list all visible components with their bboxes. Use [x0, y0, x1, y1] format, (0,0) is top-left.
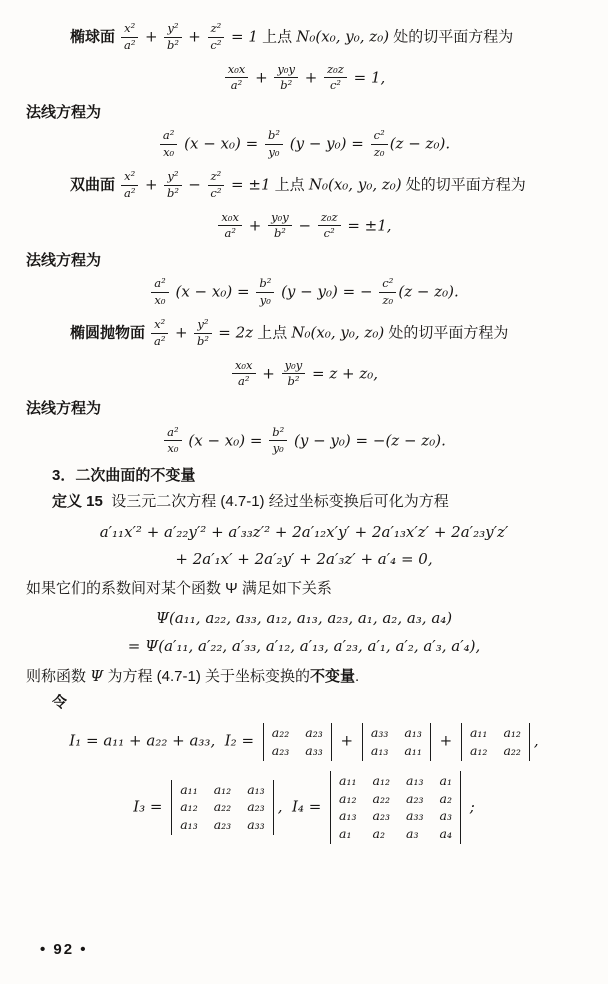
chinese-text: 设三元二次方程 (4.7-1) 经过坐标变换后可化为方程 — [111, 493, 449, 511]
fraction: $\frac{\text{y²}}{\text{b²}}$ — [164, 22, 181, 53]
math-text: N₀(x₀, y₀, z₀) — [291, 323, 385, 342]
math-text: + — [170, 323, 193, 342]
determinant-entry: a₂₃ — [372, 808, 391, 824]
determinant-entry: a₂ — [372, 826, 385, 842]
chinese-text: 上点 — [253, 324, 292, 342]
eq-psi-invariant-line2 — [18, 633, 590, 660]
determinant-entry: a₁₂ — [372, 772, 391, 788]
chinese-term: 椭球面 — [70, 28, 120, 46]
math-text: + — [244, 215, 267, 234]
para-invariant-conclusion — [18, 666, 590, 687]
chinese-text: 处的切平面方程为 — [389, 28, 514, 46]
coefficient-relation-text: 如果它们的系数间对某个函数 Ψ 满足如下关系 — [26, 580, 332, 598]
section-heading-invariants — [18, 466, 590, 486]
fraction: $\frac{\text{c²}}{\text{z₀}}$ — [379, 277, 396, 308]
fraction: $\frac{\text{x²}}{\text{a²}}$ — [151, 318, 168, 349]
fraction: $\frac{\text{z²}}{\text{c²}}$ — [208, 22, 225, 53]
determinant-entry: a₁₃ — [406, 772, 424, 788]
determinant-entry: a₂₃ — [406, 790, 424, 806]
determinant-entry: a₂₂ — [271, 725, 290, 741]
fraction: $\frac{\text{x²}}{\text{a²}}$ — [121, 170, 138, 201]
normal-equation-label: 法线方程为 — [26, 400, 102, 418]
label-normal-equation-2 — [18, 251, 590, 271]
fraction: $\frac{\text{y₀y}}{\text{b²}}$ — [282, 359, 306, 390]
determinant-entry: a₃₃ — [247, 817, 265, 833]
math-text: − — [183, 175, 206, 194]
determinant — [263, 723, 332, 761]
math-text: Ψ — [90, 666, 104, 685]
eq-transformed-equation-line2 — [18, 546, 590, 573]
fraction: $\frac{\text{y²}}{\text{b²}}$ — [194, 318, 211, 349]
para-paraboloid-tangent — [18, 318, 590, 349]
math-text: (z − z₀). — [398, 282, 459, 301]
determinant-entry: a₁₁ — [339, 772, 357, 788]
math-text: = z + z₀, — [307, 363, 379, 382]
determinant-entry: a₁₃ — [339, 808, 357, 824]
section-heading-text: 3．二次曲面的不变量 — [52, 467, 196, 485]
para-ellipsoid-tangent — [18, 22, 590, 53]
determinant-entry: a₂₃ — [247, 799, 265, 815]
determinant-entry: a₁₁ — [180, 781, 198, 797]
determinant-entry: a₁₃ — [370, 743, 389, 759]
fraction: $\frac{\text{z₀z}}{\text{c²}}$ — [318, 211, 341, 242]
math-text: , I₄ = — [277, 797, 327, 816]
math-text: + — [335, 732, 358, 751]
fraction: $\frac{\text{b²}}{\text{y₀}}$ — [265, 129, 283, 160]
fraction: $\frac{\text{a²}}{\text{x₀}}$ — [151, 277, 168, 308]
determinant-entry: a₃₃ — [370, 725, 389, 741]
fraction: $\frac{\text{a²}}{\text{x₀}}$ — [160, 129, 177, 160]
math-text: a′₁₁x′² + a′₂₂y′² + a′₃₃z′² + 2a′₁₂x′y′ + 2a′₁₃x′z′ + 2a′₂₃y′z′ — [99, 522, 509, 541]
determinant-entry: a₂₃ — [271, 743, 290, 759]
math-text: = 2z — [213, 323, 254, 342]
determinant — [362, 723, 431, 761]
math-text: + — [434, 732, 457, 751]
determinant-entry: a₁₂ — [469, 743, 488, 759]
fraction: $\frac{\text{x₀x}}{\text{a²}}$ — [232, 359, 256, 390]
chinese-text: 上点 — [257, 28, 297, 46]
fraction: $\frac{\text{y₀y}}{\text{b²}}$ — [274, 63, 298, 94]
eq-paraboloid-normal-line — [18, 426, 590, 457]
determinant — [330, 771, 461, 844]
math-text: + — [250, 67, 273, 86]
chinese-text: 则称函数 — [26, 667, 91, 685]
determinant-entry: a₁₃ — [247, 781, 265, 797]
eq-paraboloid-tangent-plane — [18, 359, 590, 390]
math-text: (y − y₀) = − — [276, 282, 378, 301]
math-text: I₃ = — [133, 797, 168, 816]
math-text: + — [140, 175, 163, 194]
determinant-entry: a₁₁ — [404, 743, 422, 759]
para-definition-15 — [18, 492, 590, 512]
determinant-entry: a₂₂ — [372, 790, 391, 806]
math-text: + — [183, 27, 206, 46]
determinant-entry: a₂₂ — [503, 743, 521, 759]
label-normal-equation-3 — [18, 399, 590, 419]
para-coefficient-relation — [18, 579, 590, 599]
determinant-entry: a₃ — [406, 826, 419, 842]
chinese-term: 椭圆抛物面 — [70, 324, 150, 342]
fraction: $\frac{\text{x₀x}}{\text{a²}}$ — [218, 211, 242, 242]
math-text: N₀(x₀, y₀, z₀) — [296, 27, 390, 46]
math-text: , — [533, 732, 539, 751]
chinese-term: 不变量 — [310, 667, 356, 685]
determinant-entry: a₁₁ — [469, 725, 488, 741]
determinant-entry: a₂ — [439, 790, 452, 806]
fraction: $\frac{\text{b²}}{\text{y₀}}$ — [269, 426, 287, 457]
math-text: (x − x₀) = — [179, 134, 263, 153]
math-text: (z − z₀). — [389, 134, 451, 153]
fraction: $\frac{\text{x₀x}}{\text{a²}}$ — [225, 63, 249, 94]
determinant-entry: a₃₃ — [406, 808, 424, 824]
math-text: + 2a′₁x′ + 2a′₂y′ + 2a′₃z′ + a′₄ = 0, — [175, 549, 433, 568]
fraction: $\frac{\text{z₀z}}{\text{c²}}$ — [324, 63, 347, 94]
eq-psi-invariant-line1 — [18, 605, 590, 632]
eq-ellipsoid-normal-line — [18, 129, 590, 160]
math-text: I₁ = a₁₁ + a₂₂ + a₃₃, I₂ = — [69, 732, 259, 751]
determinant-entry: a₁₂ — [503, 725, 521, 741]
determinant-entry: a₁₂ — [213, 781, 232, 797]
ling-text: 令 — [52, 694, 68, 712]
math-text: + — [140, 27, 163, 46]
chinese-text: . — [355, 667, 360, 685]
eq-invariants-i1-i2 — [18, 723, 590, 761]
determinant-entry: a₁ — [439, 772, 452, 788]
determinant-entry: a₁₂ — [180, 799, 198, 815]
chinese-text: 上点 — [270, 176, 309, 194]
page-number: • 92 • — [40, 941, 88, 958]
normal-equation-label: 法线方程为 — [26, 104, 102, 122]
fraction: $\frac{\text{y²}}{\text{b²}}$ — [164, 170, 181, 201]
math-text: = ±1, — [342, 215, 392, 234]
determinant-entry: a₂₃ — [305, 725, 323, 741]
para-hyperboloid-tangent — [18, 170, 590, 201]
fraction: $\frac{\text{a²}}{\text{x₀}}$ — [164, 426, 181, 457]
chinese-term: 定义 15 — [52, 493, 112, 511]
determinant-entry: a₁₃ — [180, 817, 198, 833]
math-text: (y − y₀) = — [284, 134, 369, 153]
eq-ellipsoid-tangent-plane — [18, 63, 590, 94]
fraction: $\frac{\text{y₀y}}{\text{b²}}$ — [268, 211, 292, 242]
math-text: = ±1 — [226, 175, 271, 194]
determinant-entry: a₃₃ — [305, 743, 323, 759]
fraction: $\frac{\text{b²}}{\text{y₀}}$ — [256, 277, 274, 308]
determinant-entry: a₄ — [439, 826, 452, 842]
fraction: $\frac{\text{x²}}{\text{a²}}$ — [121, 22, 138, 53]
eq-hyperboloid-normal-line — [18, 277, 590, 308]
determinant — [171, 780, 273, 835]
determinant-entry: a₁₃ — [404, 725, 422, 741]
math-text: (x − x₀) = — [170, 282, 255, 301]
math-text: = Ψ(a′₁₁, a′₂₂, a′₃₃, a′₁₂, a′₁₃, a′₂₃, a′₁, a′₂, a′₃, a′₄), — [127, 636, 481, 655]
eq-invariants-i3-i4 — [18, 771, 590, 844]
chinese-term: 双曲面 — [70, 176, 120, 194]
math-text: N₀(x₀, y₀, z₀) — [308, 175, 402, 194]
fraction: $\frac{\text{c²}}{\text{z₀}}$ — [371, 129, 388, 160]
math-text: + — [300, 67, 323, 86]
determinant-entry: a₂₃ — [213, 817, 232, 833]
math-text: = 1, — [348, 67, 386, 86]
math-text: − — [293, 215, 316, 234]
eq-transformed-equation-line1 — [18, 519, 590, 546]
chinese-text: 处的切平面方程为 — [384, 324, 509, 342]
chinese-text: 为方程 (4.7-1) 关于坐标变换的 — [103, 667, 311, 685]
math-text: (y − y₀) = −(z − z₀). — [289, 430, 446, 449]
math-text: = 1 — [226, 27, 258, 46]
determinant-entry: a₂₂ — [213, 799, 232, 815]
fraction: $\frac{\text{z²}}{\text{c²}}$ — [208, 170, 225, 201]
eq-hyperboloid-tangent-plane — [18, 211, 590, 242]
determinant-entry: a₃ — [439, 808, 452, 824]
determinant-entry: a₁₂ — [339, 790, 357, 806]
math-text: (x − x₀) = — [183, 430, 268, 449]
determinant — [461, 723, 530, 761]
label-ling — [18, 693, 590, 713]
math-text: ; — [464, 797, 475, 816]
normal-equation-label: 法线方程为 — [26, 252, 102, 270]
math-text: + — [257, 363, 280, 382]
determinant-entry: a₁ — [339, 826, 352, 842]
label-normal-equation-1 — [18, 103, 590, 123]
chinese-text: 处的切平面方程为 — [401, 176, 526, 194]
math-text: Ψ(a₁₁, a₂₂, a₃₃, a₁₂, a₁₃, a₂₃, a₁, a₂, a₃, a₄) — [155, 609, 453, 628]
